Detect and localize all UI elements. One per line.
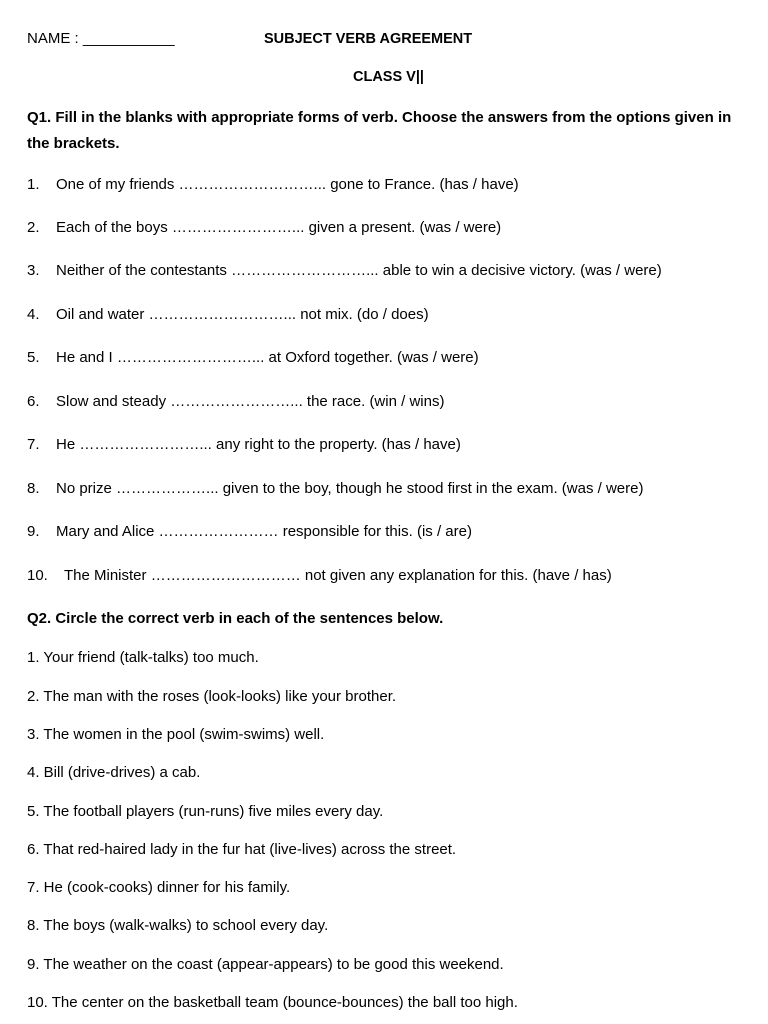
q1-item-text: Each of the boys ……………………... given a present. (was / were) <box>56 219 502 236</box>
class-label: CLASS V|| <box>353 69 424 85</box>
q2-item: 6. That red-haired lady in the fur hat (live-lives) across the street. <box>27 841 457 858</box>
q1-item-text: Mary and Alice …………………… responsible for this. (is / are) <box>56 523 472 540</box>
q1-item <box>27 522 472 542</box>
q1-item-number: 7. <box>27 436 40 453</box>
q2-item: 2. The man with the roses (look-looks) like your brother. <box>27 688 397 705</box>
q1-item <box>27 175 519 195</box>
q1-item-text: No prize ………………... given to the boy, though he stood first in the exam. (was / were) <box>56 480 644 497</box>
q1-item-text: He and I ………………………... at Oxford together. (was / were) <box>56 349 479 366</box>
q1-item-number: 1. <box>27 176 40 193</box>
q1-item <box>27 479 643 499</box>
q1-item-text: Slow and steady ……………………... the race. (win / wins) <box>56 393 445 410</box>
name-field-label: NAME : ___________ <box>27 30 175 47</box>
q2-item: 8. The boys (walk-walks) to school every day. <box>27 917 329 934</box>
q1-item <box>27 218 501 238</box>
q2-item: 9. The weather on the coast (appear-appears) to be good this weekend. <box>27 956 504 973</box>
q1-item <box>27 392 444 412</box>
q1-item-number: 8. <box>27 480 40 497</box>
q1-item-text: He ……………………... any right to the property. (has / have) <box>56 436 461 453</box>
q1-item-text: The Minister ………………………… not given any explanation for this. (have / has) <box>64 567 612 584</box>
q1-item <box>27 566 612 586</box>
q1-item-number: 3. <box>27 262 40 279</box>
q2-item: 10. The center on the basketball team (bounce-bounces) the ball too high. <box>27 994 518 1011</box>
q1-item-number: 6. <box>27 393 40 410</box>
q2-heading: Q2. Circle the correct verb in each of the sentences below. <box>27 610 444 627</box>
q1-item <box>27 261 662 281</box>
q1-item-number: 2. <box>27 219 40 236</box>
q1-item <box>27 348 479 368</box>
q2-item: 3. The women in the pool (swim-swims) well. <box>27 726 325 743</box>
q1-item-number: 10. <box>27 567 48 584</box>
q1-item-number: 4. <box>27 306 40 323</box>
worksheet-title: SUBJECT VERB AGREEMENT <box>264 31 473 47</box>
q1-item-text: Neither of the contestants ………………………... able to win a decisive victory. (was / were) <box>56 262 662 279</box>
q1-item-text: Oil and water ………………………... not mix. (do / does) <box>56 306 429 323</box>
q1-item <box>27 435 461 455</box>
q2-item: 5. The football players (run-runs) five miles every day. <box>27 803 384 820</box>
q2-item: 4. Bill (drive-drives) a cab. <box>27 764 201 781</box>
q2-item: 1. Your friend (talk-talks) too much. <box>27 649 259 666</box>
q1-item-number: 5. <box>27 349 40 366</box>
q1-item-text: One of my friends ………………………... gone to France. (has / have) <box>56 176 519 193</box>
q1-heading: Q1. Fill in the blanks with appropriate forms of verb. Choose the answers from the options given in the brackets. <box>27 109 732 152</box>
q2-item: 7. He (cook-cooks) dinner for his family. <box>27 879 291 896</box>
q1-item-number: 9. <box>27 523 40 540</box>
q1-item <box>27 305 429 325</box>
